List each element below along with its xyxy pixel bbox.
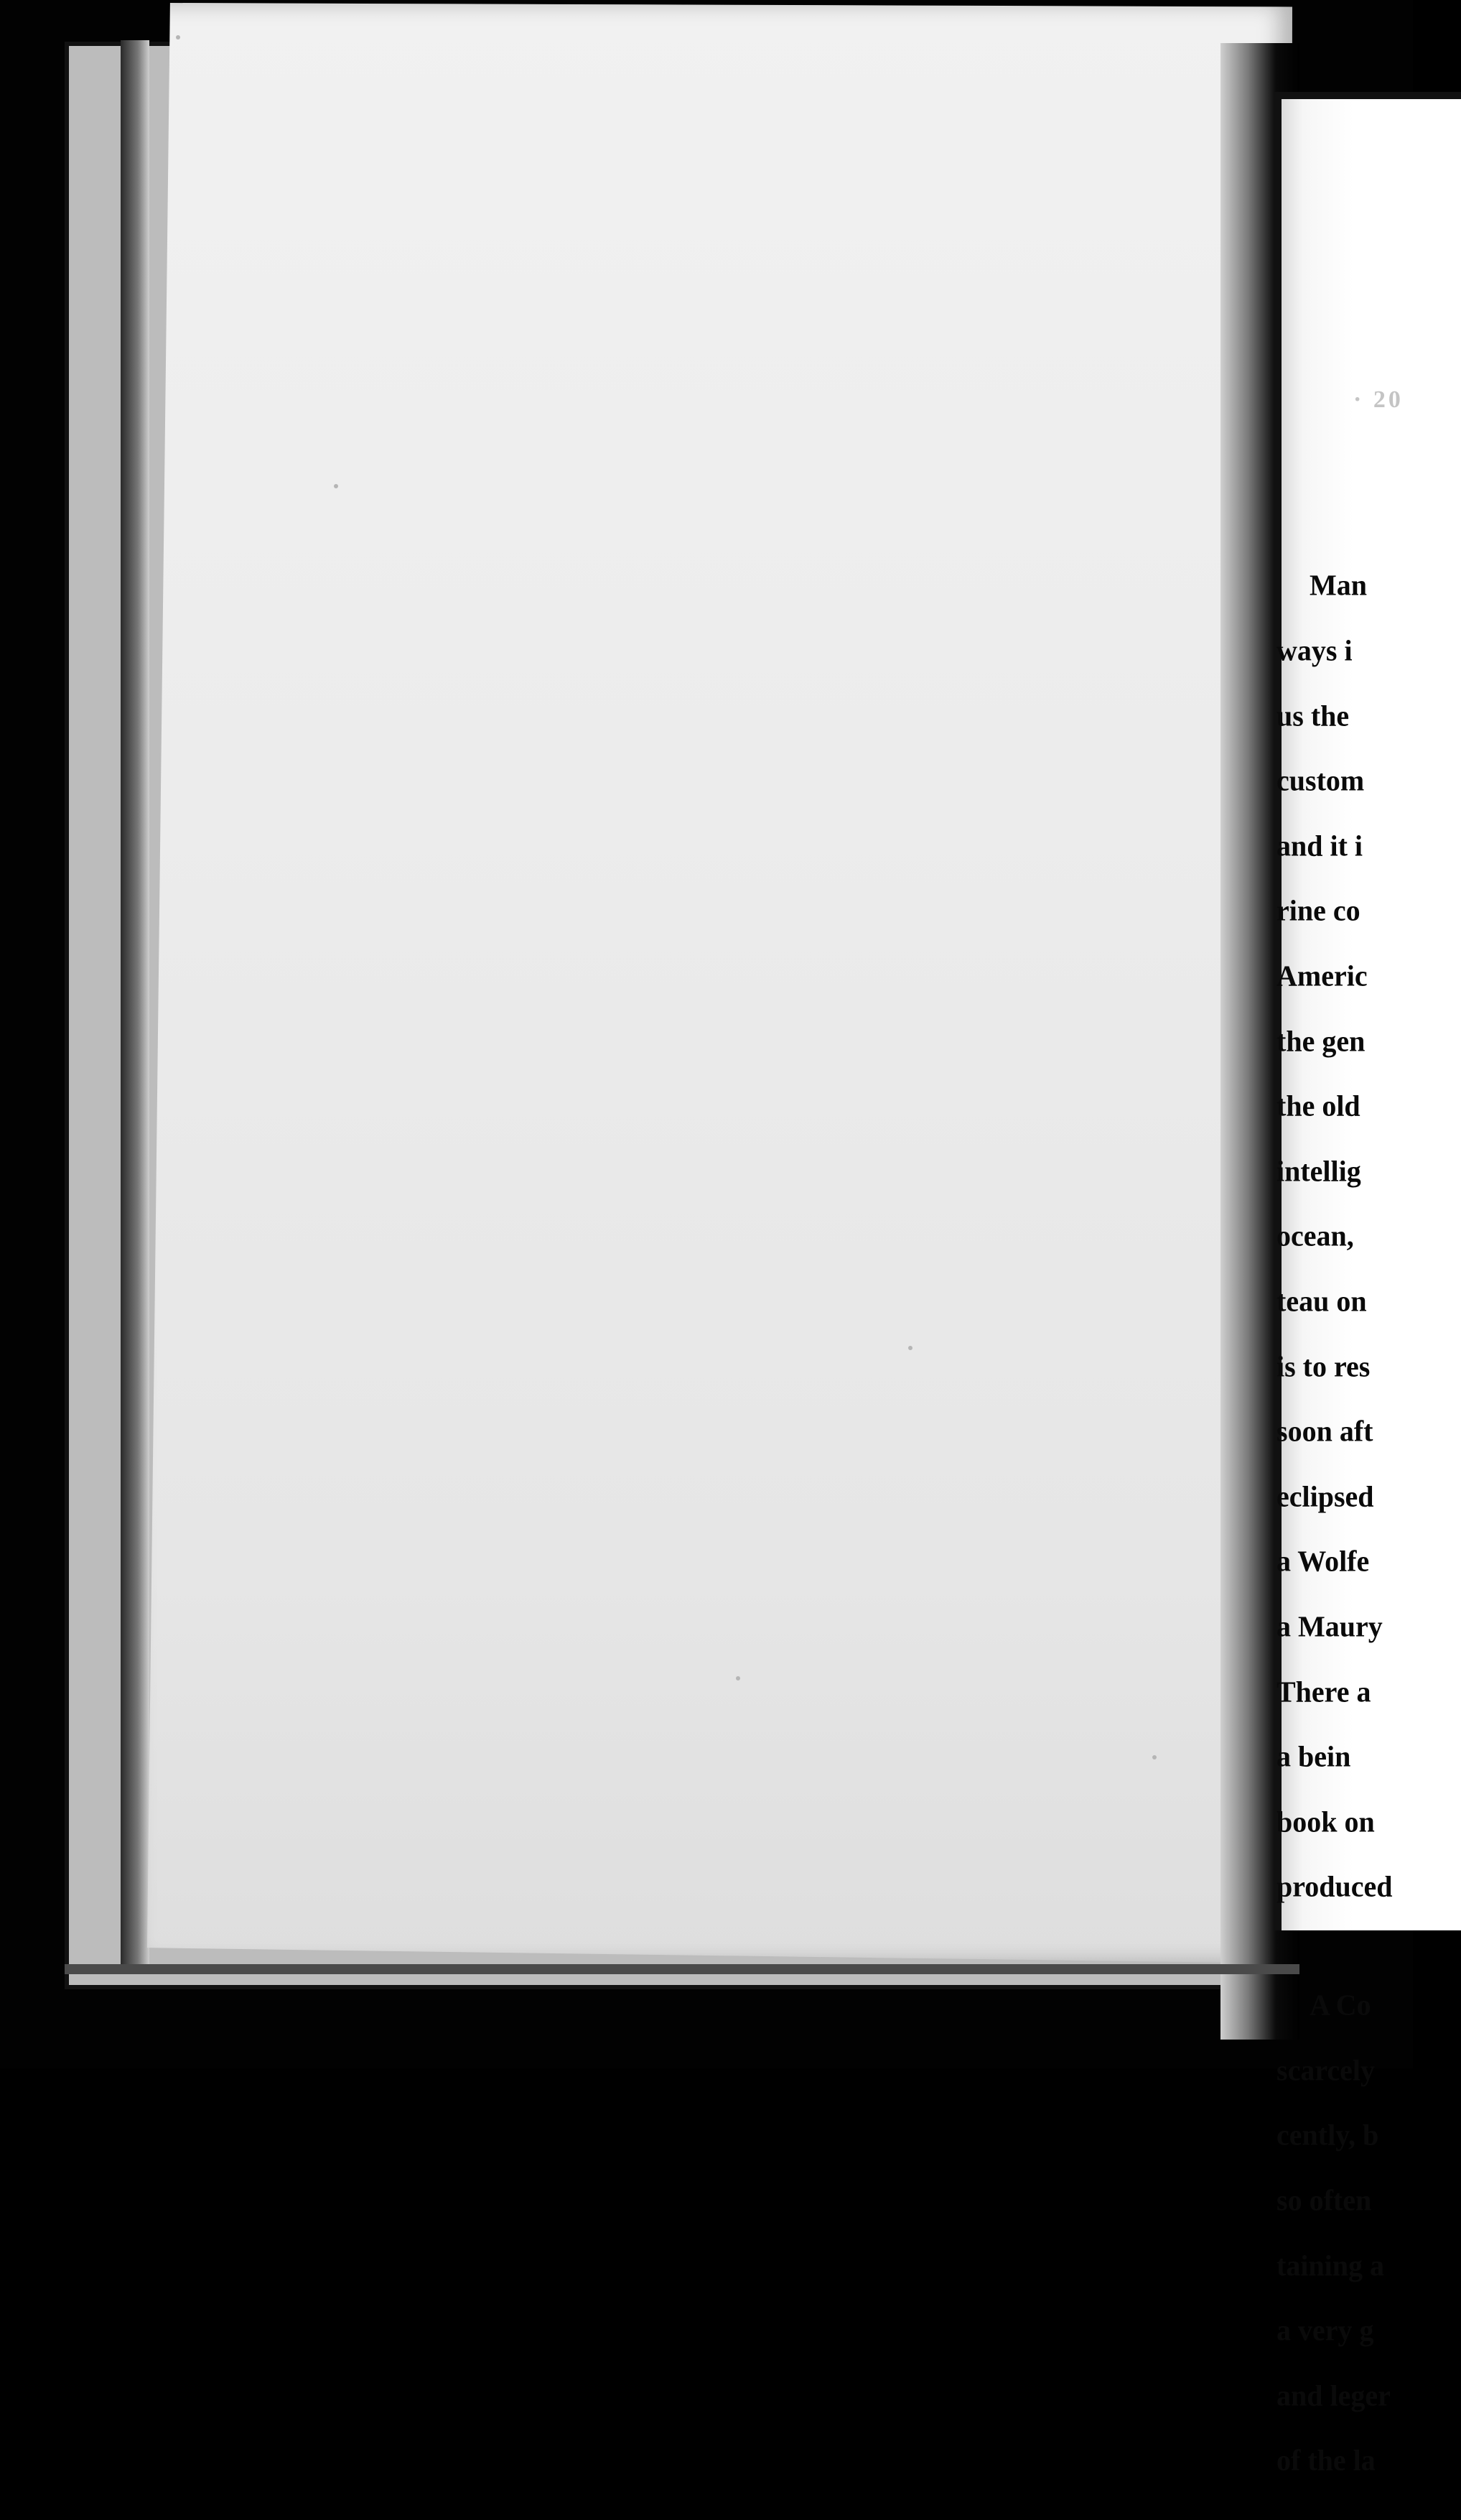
text-line: intellig [1276, 1154, 1361, 1188]
text-line: Americ [1276, 959, 1368, 992]
text-line: book on [1276, 1804, 1375, 1838]
text-line: cently, b [1276, 2118, 1379, 2152]
blank-left-page [147, 3, 1292, 1963]
text-line: so often [1276, 2183, 1372, 2217]
text-line: taining a [1276, 2248, 1385, 2282]
page-edge-shadow [121, 40, 149, 1965]
paper-speck [1152, 1755, 1157, 1759]
text-line: the gen [1276, 1023, 1366, 1058]
text-line: scarcely [1276, 2053, 1375, 2087]
text-line: soon aft [1276, 1414, 1373, 1448]
right-page-text-column [1276, 531, 1442, 2515]
text-line: a Wolfe [1276, 1544, 1370, 1578]
paper-speck [176, 35, 180, 39]
text-line: A Co [1310, 1988, 1371, 2022]
text-line: ways i [1276, 633, 1353, 667]
paper-speck [334, 484, 338, 488]
text-line: is to res [1276, 1349, 1371, 1383]
text-line: of the la [1276, 2443, 1376, 2478]
text-line: a bein [1276, 1739, 1351, 1773]
text-line: eclipsed [1276, 1479, 1374, 1513]
paragraph-gap [1276, 1941, 1442, 1951]
paper-speck [908, 1346, 912, 1350]
text-line: custom [1276, 763, 1365, 797]
text-line: teau on [1276, 1284, 1367, 1318]
text-line: There a [1276, 1674, 1371, 1708]
text-line: a Maury [1276, 1609, 1383, 1643]
text-line: us the [1276, 698, 1350, 733]
text-line: a very g [1276, 2313, 1374, 2347]
page-bottom-edge [65, 1964, 1299, 1974]
text-line: Man [1310, 568, 1367, 603]
text-line: ocean, [1276, 1219, 1361, 1253]
text-line: the old [1276, 1089, 1360, 1122]
text-line: produced [1276, 1869, 1393, 1903]
text-line: and leger [1276, 2379, 1391, 2412]
text-line: rine co [1276, 893, 1360, 928]
faint-heading-fragment: · 20 [1353, 386, 1404, 413]
paper-speck [736, 1676, 740, 1680]
text-line: and it i [1276, 829, 1363, 863]
